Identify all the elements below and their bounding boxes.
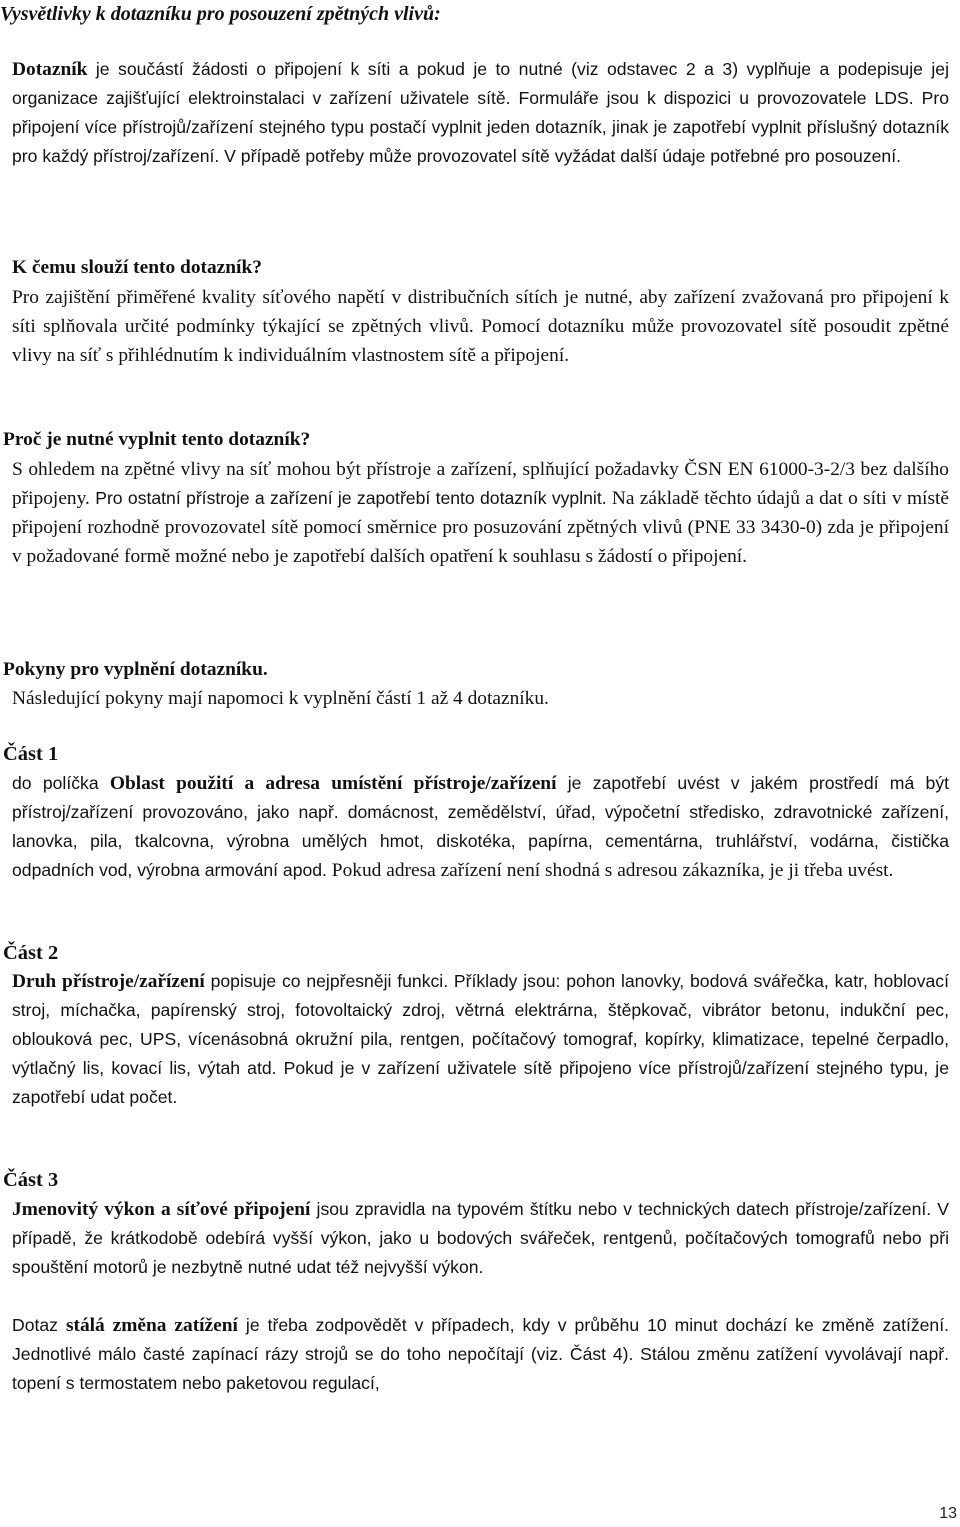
why-text-b: Pro ostatní přístroje a zařízení je zapotřebí tento dotazník vyplnit. xyxy=(89,488,607,508)
part2-text-1: popisuje co nejpřesněji funkci. xyxy=(204,971,449,991)
purpose-heading: K čemu slouží tento dotazník? xyxy=(12,257,262,278)
part1-paragraph xyxy=(12,769,949,885)
why-heading: Proč je nutné vyplnit tento dotazník? xyxy=(3,429,311,450)
part2-term: Druh přístroje/zařízení xyxy=(12,971,205,992)
instructions-paragraph: Následující pokyny mají napomoci k vyplnění částí 1 až 4 dotazníku. xyxy=(12,688,549,709)
part2-heading: Část 2 xyxy=(3,942,59,964)
intro-text: je součástí žádosti o připojení k síti a pokud je to nutné (viz odstavec 2 a 3) vyplňuje a podepisuje jej organizace zajišťující elektroinstalaci v zařízení uživatele sítě. Formuláře jsou k dispozici u provozovatele LDS. Pro připojení více přístrojů/zařízení stejného typu postačí vyplnit jeden dotazník, jinak je zapotřebí vyplnit příslušný dotazník pro každý přístroj/zařízení. V případě potřeby může provozovatel sítě vyžádat další údaje potřebné pro posouzení. xyxy=(12,59,949,166)
part3-text-2: Dotaz xyxy=(12,1315,66,1335)
part3-heading: Část 3 xyxy=(3,1169,59,1191)
why-text-c: Na základě těchto údajů a dat o síti v místě připojení rozhodně provozovatel sítě pomocí směrnice pro posuzování zpětných vlivů (PNE 33 3430-0) zda je připojení v požadované formě možné nebo je zapotřebí dalších opatření k souhlasu s žádostí o připojení. xyxy=(12,488,949,567)
instructions-heading: Pokyny pro vyplnění dotazníku. xyxy=(3,659,268,680)
part3-paragraph xyxy=(12,1195,949,1282)
part1-term: Oblast použití a adresa umístění přístroje/zařízení xyxy=(109,773,557,794)
document-title: Vysvětlivky k dotazníku pro posouzení zpětných vlivů: xyxy=(0,3,441,25)
part3-text-1: jsou zpravidla na typovém štítku nebo v technických datech přístroje/zařízení. V případě, že krátkodobě odebírá vyšší výkon, jako u bodových svářeček, rentgenů, počítačových tomografů nebo při spouštění motorů je nezbytně nutné udat též nejvyšší výkon. xyxy=(12,1199,950,1277)
part3-term: Jmenovitý výkon a síťové připojení xyxy=(12,1199,311,1220)
purpose-paragraph: Pro zajištění přiměřené kvality síťového napětí v distribučních sítích je nutné, aby zařízení zvažovaná pro připojení k síti splňovala určité podmínky týkající se zpětných vlivů. Pomocí dotazníku může provozovatel sítě posoudit zpětné vlivy na síť s přihlédnutím k individuálním vlastnostem sítě a připojení. xyxy=(12,287,949,366)
intro-term: Dotazník xyxy=(12,59,88,80)
part3-load-paragraph xyxy=(12,1311,949,1398)
part1-text-2: je zapotřebí uvést v jakém prostředí má být přístroj/zařízení provozováno, jako např. domácnost, zemědělství, úřad, výpočetní středisko, zdravotnické zařízení, lanovka, pila, tkalcovna, výrobna umělých hmot, diskotéka, papírna, cementárna, truhlářství, vodárna, čistička odpadních vod, výrobna armování apod. xyxy=(12,773,950,880)
part3-term-2: stálá změna zatížení xyxy=(65,1315,238,1336)
part2-paragraph xyxy=(12,967,949,1112)
part1-text-3: Pokud adresa zařízení není shodná s adresou zákazníka, je ji třeba uvést. xyxy=(326,860,894,881)
intro-paragraph xyxy=(12,55,949,171)
why-text-a: S ohledem na zpětné vlivy na síť mohou být přístroje a zařízení, splňující požadavky ČSN EN 61000-3-2/3 bez dalšího připojeny. xyxy=(12,459,949,509)
part2-text-2: Příklady jsou: pohon lanovky, bodová svářečka, katr, hoblovací stroj, míchačka, papírenský stroj, fotovoltaický zdroj, větrná elektrárna, štěpkovač, vibrátor betonu, indukční pec, oblouková pec, UPS, vícenásobná okružní pila, rentgen, počítačový tomograf, kopírky, klimatizace, tepelné čerpadlo, výtlačný lis, kovací lis, výtah atd. Pokud je v zařízení uživatele sítě připojeno více přístrojů/zařízení stejného typu, je zapotřebí udat počet. xyxy=(12,971,949,1107)
why-paragraph xyxy=(12,455,949,571)
part3-text-3: je třeba zodpovědět v případech, kdy v průběhu 10 minut dochází ke změně zatížení. Jednotlivé málo časté zapínací rázy strojů se do toho nepočítají (viz. Část 4). Stálou změnu zatížení vyvolávají např. topení s termostatem nebo paketovou regulací, xyxy=(12,1315,949,1393)
part1-heading: Část 1 xyxy=(3,743,59,765)
part1-text-1: do políčka xyxy=(12,773,110,793)
page-number: 13 xyxy=(939,1505,957,1522)
